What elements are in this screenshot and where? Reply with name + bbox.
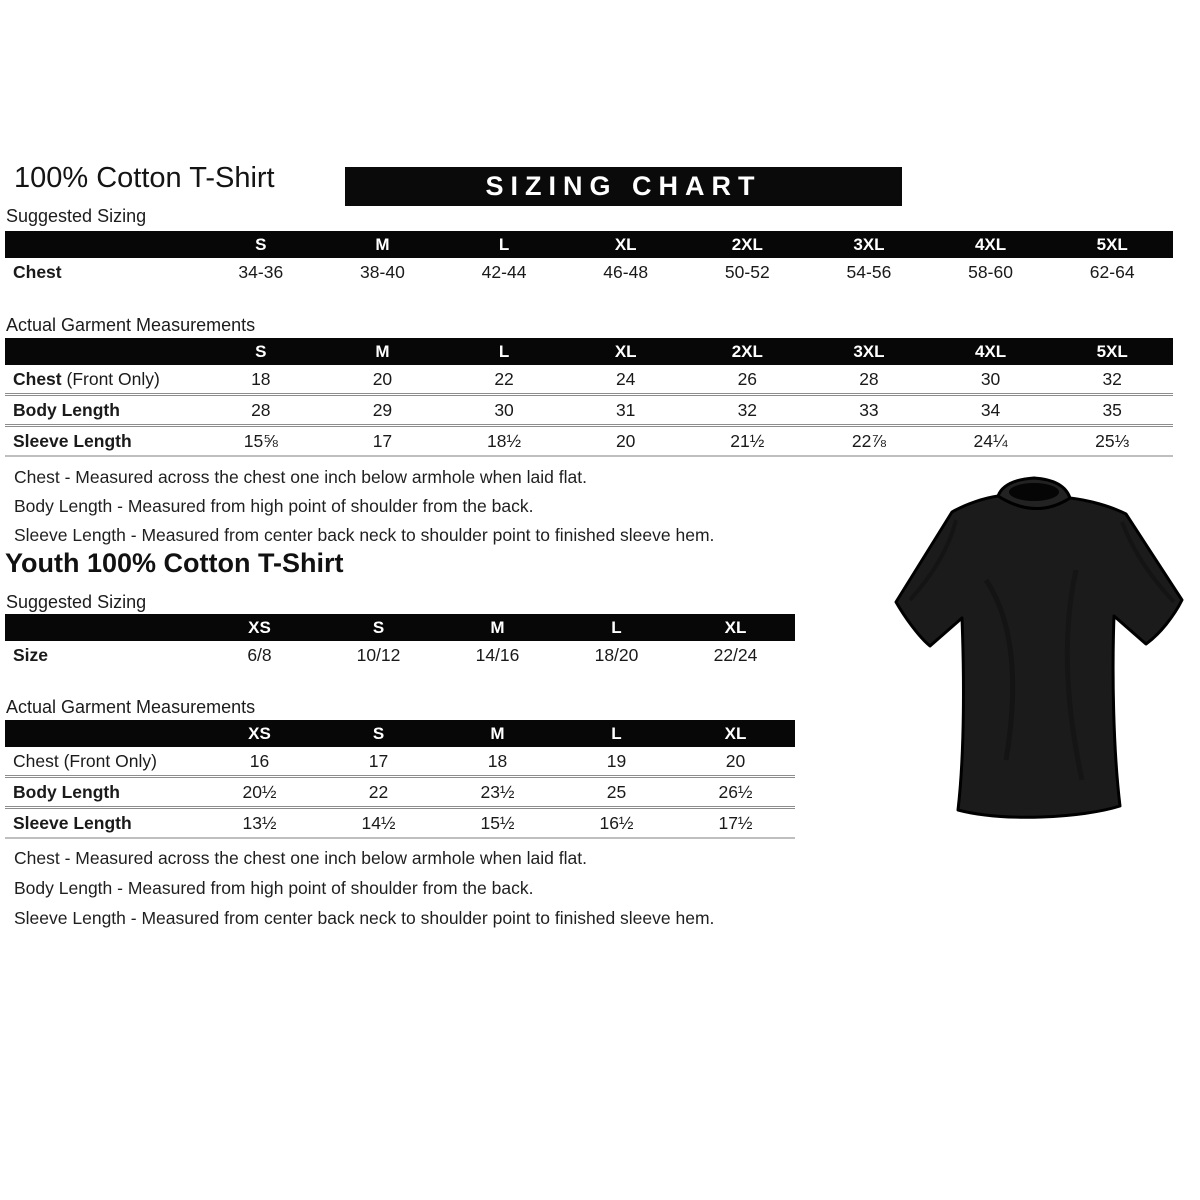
youth-title: Youth 100% Cotton T-Shirt xyxy=(5,548,344,578)
measurement-row xyxy=(5,747,795,777)
measurement-value: 28 xyxy=(200,395,322,426)
size-column-header: L xyxy=(557,720,676,747)
size-header-spacer xyxy=(5,720,200,747)
measurement-value: 54-56 xyxy=(846,261,892,282)
youth-actual-measurements-table xyxy=(5,720,795,839)
measurement-note: Body Length - Measured from high point of shoulder from the back. xyxy=(14,496,534,516)
measurement-value: 26½ xyxy=(676,777,795,808)
measurement-value: 23½ xyxy=(438,777,557,808)
measurement-value: 46-48 xyxy=(603,261,649,282)
size-column-header: XL xyxy=(565,338,687,365)
sizing-chart-banner xyxy=(345,167,902,206)
measurement-value: 17 xyxy=(322,426,444,457)
measurement-value: 14/16 xyxy=(475,644,520,665)
size-column-header: XL xyxy=(565,231,687,258)
youth-measurement-notes xyxy=(14,843,714,933)
measurement-value: 25⅓ xyxy=(1051,426,1173,457)
sizing-chart-banner-label: SIZING CHART xyxy=(485,171,762,201)
measurement-value: 15⅝ xyxy=(200,426,322,457)
adult-measurement-notes xyxy=(14,463,714,550)
measurement-row xyxy=(5,426,1173,457)
measurement-row xyxy=(5,258,1173,286)
measurement-value: 32 xyxy=(1102,368,1122,389)
measurement-value: 16½ xyxy=(557,808,676,839)
size-column-header: S xyxy=(200,338,322,365)
adult-actual-measurements-table xyxy=(5,338,1173,457)
measurement-value: 62-64 xyxy=(1089,261,1135,282)
size-column-header: M xyxy=(322,231,444,258)
measurement-value: 34 xyxy=(930,395,1052,426)
size-column-header: M xyxy=(438,614,557,641)
measurement-note: Chest - Measured across the chest one inch below armhole when laid flat. xyxy=(14,467,587,487)
size-header-row xyxy=(5,231,1173,258)
size-column-header: 3XL xyxy=(808,338,930,365)
measurement-value: 34-36 xyxy=(238,261,284,282)
size-header-spacer xyxy=(5,231,200,258)
measurement-row-label: Chest (Front Only) xyxy=(13,750,157,771)
measurement-value: 24¼ xyxy=(930,426,1052,457)
adult-suggested-sizing-table xyxy=(5,231,1173,286)
size-column-header: XS xyxy=(200,614,319,641)
size-column-header: S xyxy=(319,614,438,641)
measurement-value: 20 xyxy=(372,368,393,389)
measurement-value: 32 xyxy=(687,395,809,426)
measurement-row xyxy=(5,808,795,839)
measurement-value: 22 xyxy=(319,777,438,808)
size-column-header: L xyxy=(443,338,565,365)
measurement-value: 42-44 xyxy=(481,261,527,282)
measurement-value: 10/12 xyxy=(356,644,401,665)
size-column-header: L xyxy=(443,231,565,258)
measurement-row xyxy=(5,395,1173,426)
size-header-spacer xyxy=(5,614,200,641)
black-tshirt-image xyxy=(886,460,1196,842)
size-column-header: S xyxy=(319,720,438,747)
youth-actual-measurements-label: Actual Garment Measurements xyxy=(6,697,256,717)
size-header-row xyxy=(5,338,1173,365)
measurement-row xyxy=(5,365,1173,395)
measurement-value: 24 xyxy=(615,368,636,389)
size-column-header: M xyxy=(438,720,557,747)
measurement-value: 13½ xyxy=(200,808,319,839)
measurement-value: 20½ xyxy=(200,777,319,808)
measurement-value: 28 xyxy=(859,368,879,389)
measurement-row xyxy=(5,641,795,669)
measurement-row-label: Chest xyxy=(13,261,62,282)
measurement-value: 29 xyxy=(322,395,444,426)
measurement-value: 17 xyxy=(368,750,389,771)
measurement-value: 33 xyxy=(808,395,930,426)
size-header-spacer xyxy=(5,338,200,365)
measurement-row-label: Sleeve Length xyxy=(5,426,200,457)
measurement-row-label: Body Length xyxy=(5,395,200,426)
measurement-note: Sleeve Length - Measured from center back neck to shoulder point to finished sleeve hem. xyxy=(14,525,715,545)
measurement-value: 38-40 xyxy=(360,261,405,282)
measurement-value: 20 xyxy=(565,426,687,457)
measurement-value: 16 xyxy=(249,750,270,771)
measurement-value: 35 xyxy=(1051,395,1173,426)
measurement-value: 26 xyxy=(737,368,758,389)
size-column-header: 4XL xyxy=(930,338,1052,365)
measurement-row-label: Body Length xyxy=(5,777,200,808)
measurement-row-label: Sleeve Length xyxy=(5,808,200,839)
size-column-header: 5XL xyxy=(1051,338,1173,365)
measurement-note: Body Length - Measured from high point of shoulder from the back. xyxy=(14,878,534,898)
measurement-value: 15½ xyxy=(438,808,557,839)
measurement-row xyxy=(5,777,795,808)
measurement-value: 14½ xyxy=(319,808,438,839)
measurement-value: 18 xyxy=(251,368,271,389)
measurement-value: 20 xyxy=(725,750,746,771)
measurement-value: 30 xyxy=(443,395,565,426)
measurement-note: Sleeve Length - Measured from center back neck to shoulder point to finished sleeve hem. xyxy=(14,908,715,928)
measurement-note: Chest - Measured across the chest one inch below armhole when laid flat. xyxy=(14,848,587,868)
measurement-value: 58-60 xyxy=(968,261,1013,282)
measurement-value: 18/20 xyxy=(594,644,639,665)
measurement-value: 17½ xyxy=(676,808,795,839)
measurement-value: 18½ xyxy=(443,426,565,457)
size-column-header: L xyxy=(557,614,676,641)
measurement-value: 22⅞ xyxy=(808,426,930,457)
size-column-header: M xyxy=(322,338,444,365)
measurement-row-label: Chest (Front Only) xyxy=(13,368,160,389)
measurement-value: 18 xyxy=(487,750,508,771)
measurement-value: 30 xyxy=(980,368,1001,389)
size-column-header: S xyxy=(200,231,322,258)
measurement-value: 6/8 xyxy=(247,644,272,665)
size-column-header: XS xyxy=(200,720,319,747)
size-column-header: 3XL xyxy=(808,231,930,258)
size-column-header: 2XL xyxy=(687,231,809,258)
size-column-header: 2XL xyxy=(687,338,809,365)
measurement-row-label: Size xyxy=(13,644,49,665)
measurement-value: 19 xyxy=(606,750,627,771)
size-header-row xyxy=(5,614,795,641)
adult-actual-measurements-label: Actual Garment Measurements xyxy=(6,315,256,335)
measurement-value: 50-52 xyxy=(724,261,770,282)
measurement-value: 25 xyxy=(557,777,676,808)
youth-suggested-sizing-table xyxy=(5,614,795,669)
page-title: 100% Cotton T-Shirt xyxy=(14,162,275,194)
size-header-row xyxy=(5,720,795,747)
adult-suggested-sizing-label: Suggested Sizing xyxy=(6,206,147,226)
size-column-header: XL xyxy=(676,614,795,641)
measurement-value: 21½ xyxy=(687,426,809,457)
measurement-value: 22/24 xyxy=(713,644,758,665)
size-column-header: 4XL xyxy=(930,231,1052,258)
measurement-value: 31 xyxy=(565,395,687,426)
size-column-header: 5XL xyxy=(1051,231,1173,258)
measurement-value: 22 xyxy=(494,368,514,389)
size-column-header: XL xyxy=(676,720,795,747)
youth-suggested-sizing-label: Suggested Sizing xyxy=(6,592,147,612)
